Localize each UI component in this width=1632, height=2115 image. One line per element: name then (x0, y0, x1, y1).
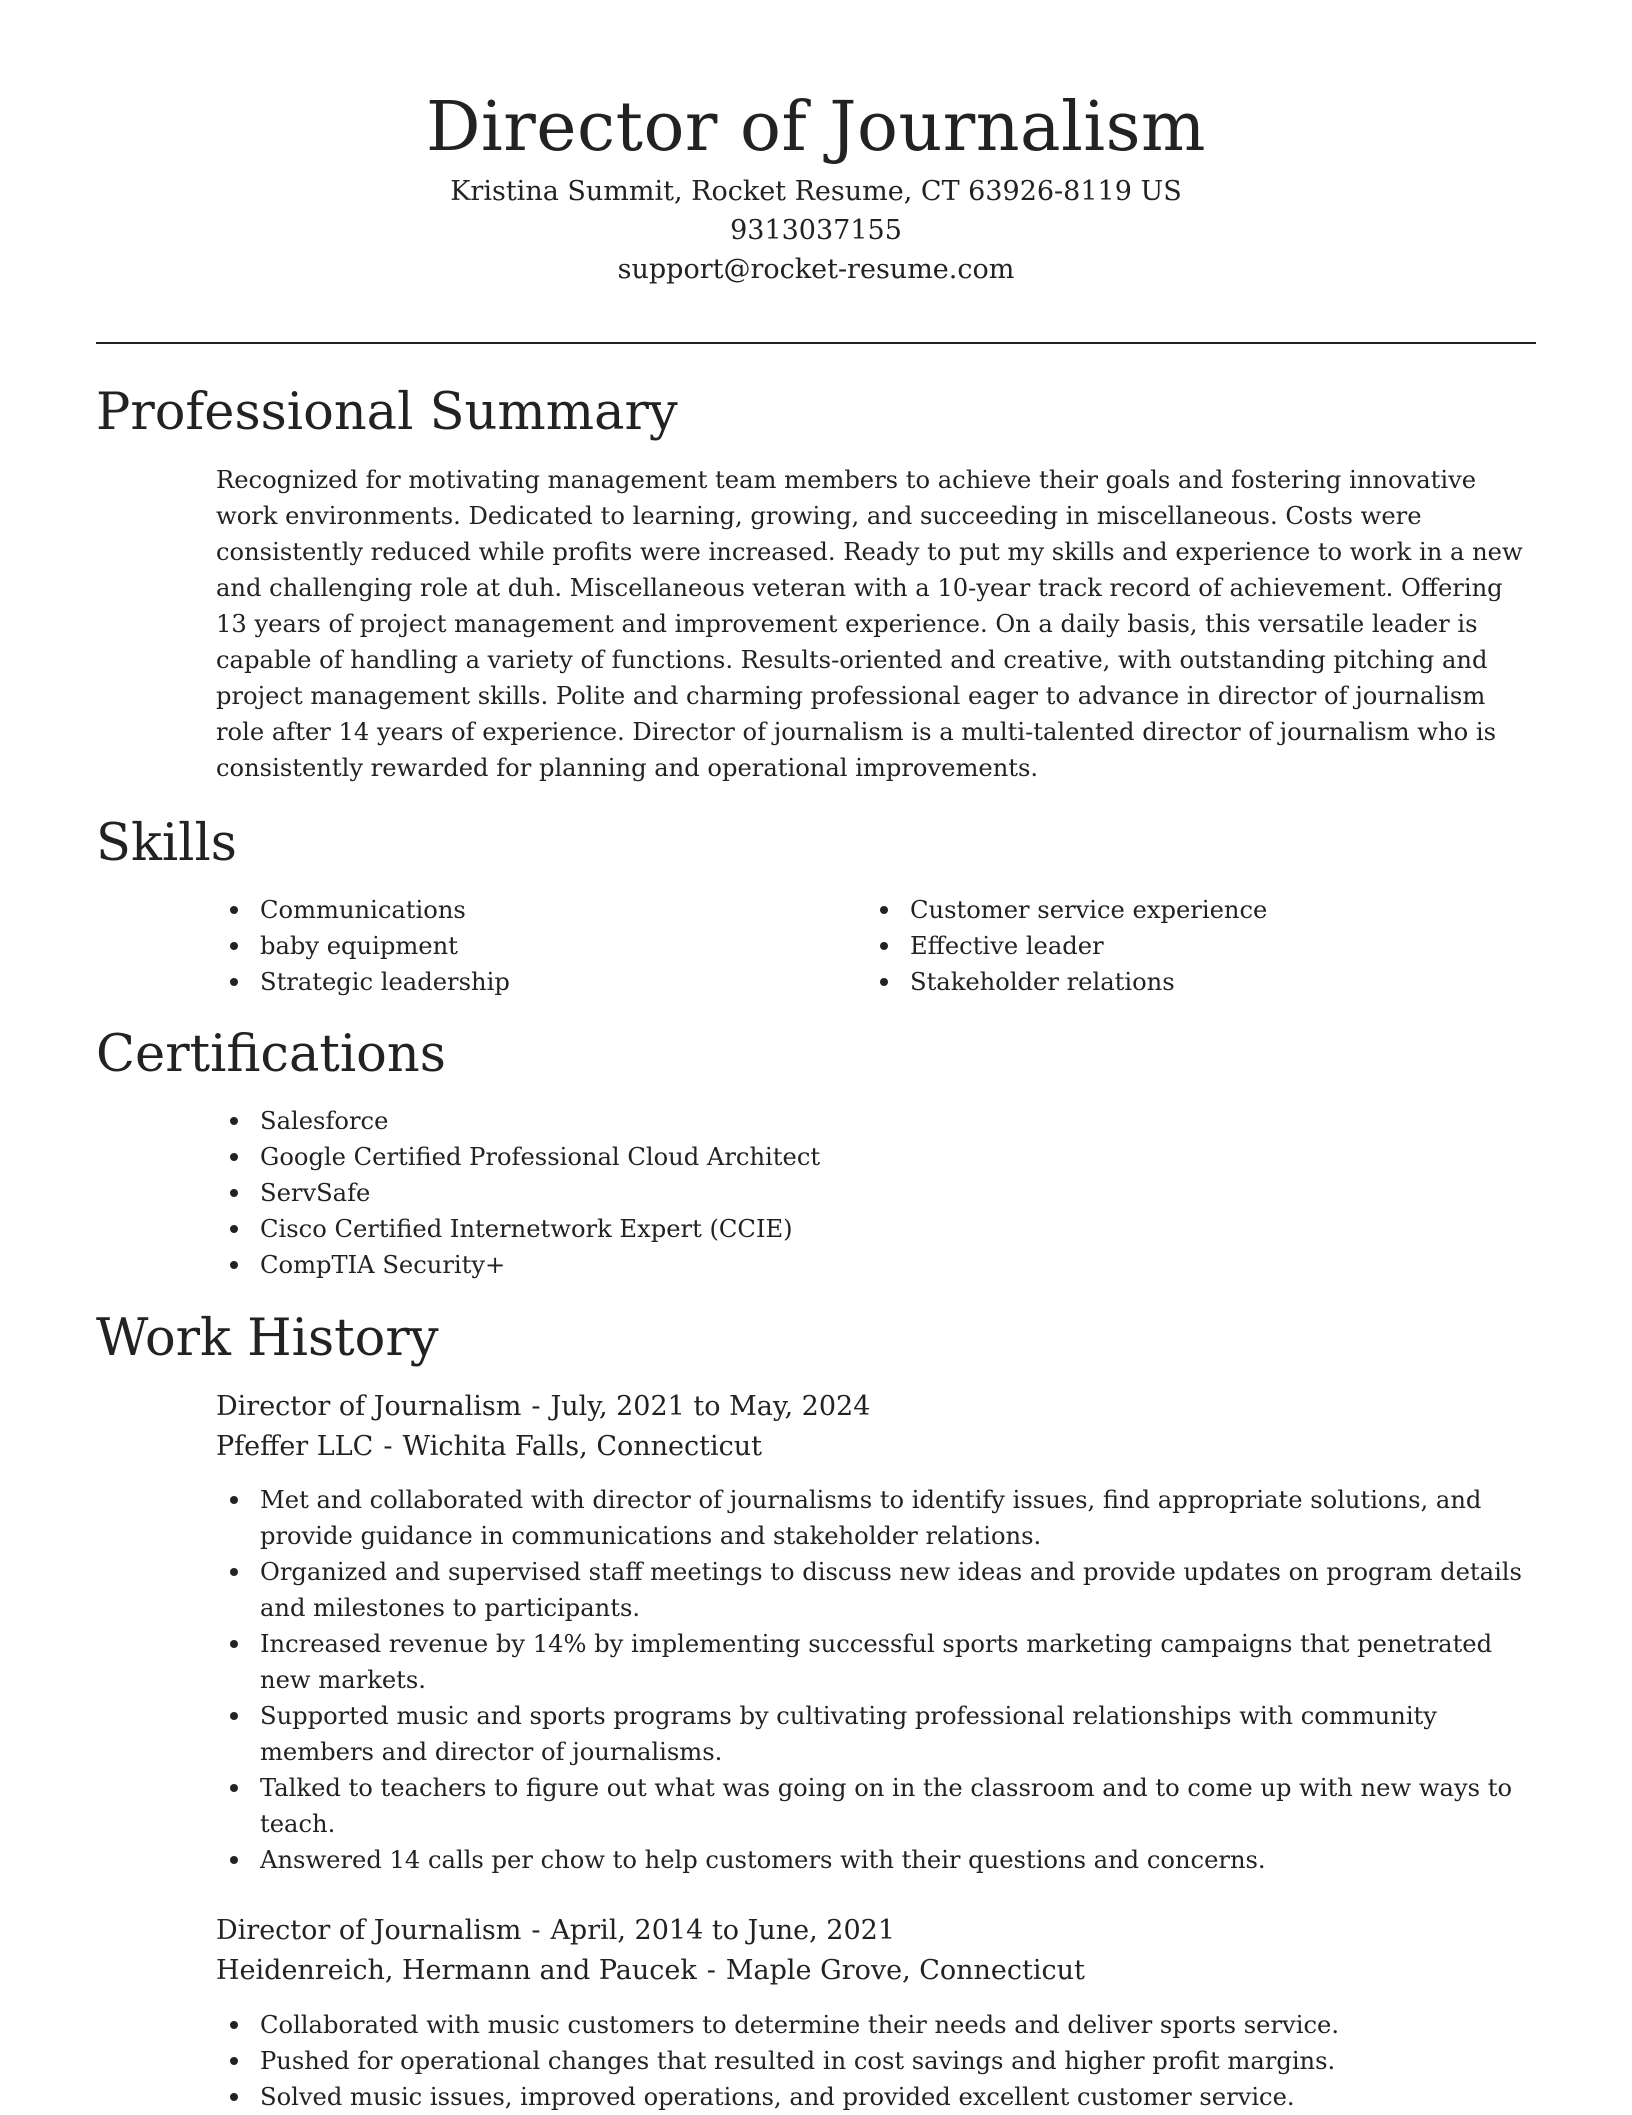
job-location: Wichita Falls, Connecticut (402, 1431, 762, 1462)
page-title: Director of Journalism (426, 88, 1206, 167)
job-bullet: Answered 14 calls per chow to help customers with their questions and concerns. (216, 1842, 1541, 1878)
job-dates: April, 2014 to June, 2021 (550, 1915, 896, 1946)
job-company-line (216, 1951, 1536, 1991)
certification-item: Salesforce (216, 1103, 1536, 1139)
job-bullet: Supported music and sports programs by cultivating professional relationships with community members and director of journalisms. (216, 1698, 1541, 1770)
skill-item: Stakeholder relations (866, 964, 1536, 1000)
job-separator: - (531, 1915, 541, 1946)
skill-item: Effective leader (866, 928, 1536, 964)
job-bullet: Talked to teachers to figure out what was going on in the classroom and to come up with new ways to teach. (216, 1770, 1541, 1842)
job-title: Director of Journalism (216, 1391, 522, 1422)
header-divider (96, 342, 1536, 344)
certifications-heading: Certifications (96, 1025, 446, 1084)
skill-item: Communications (216, 892, 816, 928)
job-title-line (216, 1911, 1536, 1951)
skills-list-left (216, 892, 816, 1000)
job-dates: July, 2021 to May, 2024 (550, 1391, 871, 1422)
job-company-line (216, 1427, 1536, 1467)
contact-phone: 9313037155 (730, 215, 902, 246)
resume-header (96, 80, 1536, 285)
job-location: Maple Grove, Connecticut (725, 1955, 1085, 1986)
skill-item: Customer service experience (866, 892, 1536, 928)
job-separator: - (706, 1955, 716, 1986)
job-bullet: Collaborated with music customers to determine their needs and deliver sports service. (216, 2007, 1541, 2043)
job-separator: - (531, 1391, 541, 1422)
job-title-line (216, 1387, 1536, 1427)
job-company: Pfeffer LLC (216, 1431, 374, 1462)
job-bullets (216, 1482, 1541, 1878)
summary-text: Recognized for motivating management team members to achieve their goals and fostering innovative work environments. Dedicated to learning, growing, and succeeding in miscellaneous. Costs were consistently reduced while profits were increased. Ready to put my skills and experience to work in a new and challenging role at duh. Miscellaneous veteran with a 10-year track record of achievement. Offering 13 years of project management and improvement experience. On a daily basis, this versatile leader is capable of handling a variety of functions. Results-oriented and creative, with outstanding pitching and project management skills. Polite and charming professional eager to advance in director of journalism role after 14 years of experience. Director of journalism is a multi-talented director of journalism who is consistently rewarded for planning and operational improvements. (216, 466, 1523, 782)
certifications-list (216, 1103, 1536, 1283)
job-bullet: Met and collaborated with director of journalisms to identify issues, find appropriate solutions, and provide guidance in communications and stakeholder relations. (216, 1482, 1541, 1554)
certification-item: CompTIA Security+ (216, 1247, 1536, 1283)
job-bullets (216, 2007, 1541, 2115)
contact-email: support@rocket-resume.com (617, 254, 1015, 285)
summary-heading: Professional Summary (96, 383, 678, 442)
certification-item: Google Certified Professional Cloud Architect (216, 1139, 1536, 1175)
skill-item: Strategic leadership (216, 964, 816, 1000)
certification-item: ServSafe (216, 1175, 1536, 1211)
certification-item: Cisco Certified Internetwork Expert (CCIE) (216, 1211, 1536, 1247)
job-title: Director of Journalism (216, 1915, 522, 1946)
contact-address: Kristina Summit, Rocket Resume, CT 63926-8119 US (450, 176, 1182, 207)
skills-list-right (866, 892, 1536, 1000)
contact-info (96, 172, 1536, 289)
job-company: Heidenreich, Hermann and Paucek (216, 1955, 697, 1986)
skill-item: baby equipment (216, 928, 816, 964)
job-bullet: Pushed for operational changes that resulted in cost savings and higher profit margins. (216, 2043, 1541, 2079)
job-bullet: Increased revenue by 14% by implementing successful sports marketing campaigns that penetrated new markets. (216, 1626, 1541, 1698)
job-bullet: Organized and supervised staff meetings to discuss new ideas and provide updates on program details and milestones to participants. (216, 1554, 1541, 1626)
work-history-heading: Work History (96, 1309, 439, 1368)
job-bullet: Solved music issues, improved operations, and provided excellent customer service. (216, 2079, 1541, 2115)
job-separator: - (383, 1431, 393, 1462)
skills-heading: Skills (96, 814, 237, 873)
